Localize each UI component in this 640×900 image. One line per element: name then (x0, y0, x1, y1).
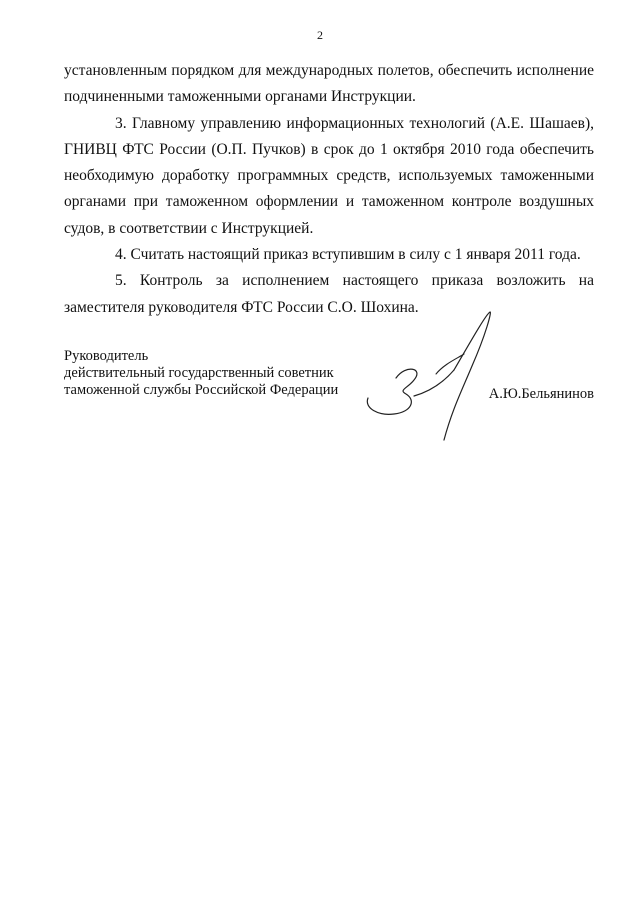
signer-name: А.Ю.Бельянинов (488, 386, 594, 402)
paragraph-item-5: 5. Контроль за исполнением настоящего приказа возложить на заместителя руководителя ФТС России С.О. Шохина. (64, 272, 594, 316)
signer-position: Руководитель (64, 348, 149, 364)
signer-rank-line-2: таможенной службы Российской Федерации (64, 382, 339, 398)
handwritten-signature (358, 300, 498, 450)
paragraph-continuation: установленным порядком для международных полетов, обеспечить исполнение подчиненными таможенными органами Инструкции. (64, 62, 594, 106)
signer-rank-line-1: действительный государственный советник (64, 365, 334, 381)
page-number: 2 (317, 28, 323, 42)
paragraph-item-3: 3. Главному управлению информационных технологий (А.Е. Шашаев), ГНИВЦ ФТС России (О.П. Пучков) в срок до 1 октября 2010 года обеспечить необходимую доработку программных средств, используемых таможенными органами при таможенном оформлении и таможенном контроле воздушных судов, в соответствии с Инструкцией. (64, 114, 594, 237)
paragraph-item-4: 4. Считать настоящий приказ вступившим в силу с 1 января 2011 года. (115, 246, 581, 264)
order-body-text (64, 58, 594, 321)
